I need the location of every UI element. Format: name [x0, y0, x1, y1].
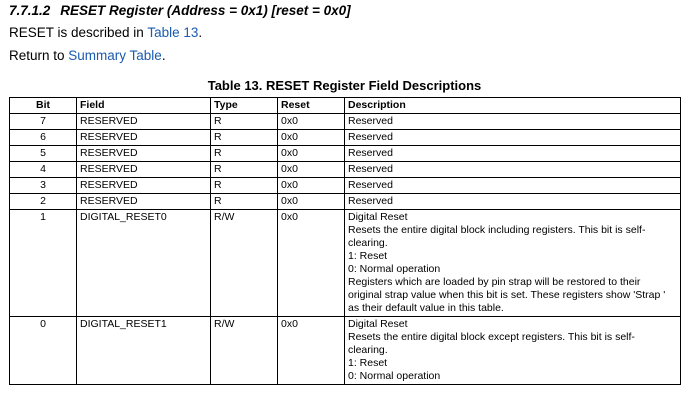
section-number: 7.7.1.2 — [9, 3, 51, 18]
cell-reset: 0x0 — [278, 194, 345, 210]
cell-description — [345, 162, 681, 178]
described-prefix: RESET is described in — [9, 25, 148, 40]
cell-reset: 0x0 — [278, 162, 345, 178]
cell-field: RESERVED — [77, 162, 211, 178]
cell-bit: 6 — [10, 130, 77, 146]
cell-description — [345, 130, 681, 146]
description-line: Digital Reset — [348, 318, 408, 330]
description-line: Registers which are loaded by pin strap will be restored to their — [348, 276, 641, 288]
cell-description — [345, 210, 681, 317]
cell-field: DIGITAL_RESET0 — [77, 210, 211, 317]
cell-field: RESERVED — [77, 130, 211, 146]
table-row — [10, 210, 681, 317]
description-line: original strap value when this bit is set. These registers show 'Strap ' — [348, 289, 666, 301]
cell-reset: 0x0 — [278, 178, 345, 194]
described-suffix: . — [198, 25, 203, 40]
cell-type: R — [211, 130, 278, 146]
cell-reset: 0x0 — [278, 114, 345, 130]
cell-bit: 1 — [10, 210, 77, 317]
table-row — [10, 146, 681, 162]
described-line — [9, 25, 202, 40]
table-row — [10, 130, 681, 146]
table-header-row — [10, 98, 681, 114]
description-line: Reserved — [348, 163, 393, 175]
cell-reset: 0x0 — [278, 130, 345, 146]
description-line: clearing. — [348, 237, 388, 249]
return-line — [9, 48, 166, 63]
cell-reset: 0x0 — [278, 210, 345, 317]
description-line: 1: Reset — [348, 357, 388, 369]
table-row — [10, 162, 681, 178]
cell-field: DIGITAL_RESET1 — [77, 317, 211, 385]
cell-bit: 5 — [10, 146, 77, 162]
register-field-table — [9, 97, 681, 385]
description-line: 0: Normal operation — [348, 370, 441, 382]
description-line: Reserved — [348, 115, 393, 127]
header-type: Type — [211, 98, 278, 114]
table-row — [10, 178, 681, 194]
description-line: 1: Reset — [348, 250, 388, 262]
description-line: Resets the entire digital block except registers. This bit is self- — [348, 331, 635, 343]
cell-description — [345, 114, 681, 130]
header-field: Field — [77, 98, 211, 114]
cell-reset: 0x0 — [278, 146, 345, 162]
cell-type: R/W — [211, 210, 278, 317]
section-heading — [9, 3, 351, 18]
cell-field: RESERVED — [77, 194, 211, 210]
description-line: clearing. — [348, 344, 388, 356]
cell-description — [345, 194, 681, 210]
cell-bit: 3 — [10, 178, 77, 194]
cell-type: R — [211, 146, 278, 162]
cell-description — [345, 317, 681, 385]
section-title: RESET Register (Address = 0x1) [reset = 0x0] — [60, 3, 351, 18]
description-line: Resets the entire digital block including registers. This bit is self- — [348, 224, 646, 236]
cell-type: R/W — [211, 317, 278, 385]
description-line: Reserved — [348, 147, 393, 159]
table-13-link[interactable]: Table 13 — [147, 25, 199, 40]
cell-field: RESERVED — [77, 178, 211, 194]
table-row — [10, 194, 681, 210]
cell-type: R — [211, 178, 278, 194]
cell-type: R — [211, 114, 278, 130]
header-description: Description — [345, 98, 681, 114]
cell-description — [345, 178, 681, 194]
cell-bit: 0 — [10, 317, 77, 385]
header-bit: Bit — [10, 98, 77, 114]
cell-field: RESERVED — [77, 114, 211, 130]
description-line: Digital Reset — [348, 211, 408, 223]
table-body — [10, 114, 681, 385]
return-prefix: Return to — [9, 48, 69, 63]
description-line: Reserved — [348, 131, 393, 143]
table-row — [10, 317, 681, 385]
table-row — [10, 114, 681, 130]
cell-field: RESERVED — [77, 146, 211, 162]
cell-bit: 2 — [10, 194, 77, 210]
cell-type: R — [211, 194, 278, 210]
cell-bit: 4 — [10, 162, 77, 178]
description-line: Reserved — [348, 195, 393, 207]
description-line: Reserved — [348, 179, 393, 191]
description-line: 0: Normal operation — [348, 263, 441, 275]
return-suffix: . — [161, 48, 166, 63]
cell-type: R — [211, 162, 278, 178]
description-line: as their default value in this table. — [348, 302, 504, 314]
summary-table-link[interactable]: Summary Table — [68, 48, 162, 63]
table-caption: Table 13. RESET Register Field Descriptions — [207, 78, 482, 93]
header-reset: Reset — [278, 98, 345, 114]
cell-reset: 0x0 — [278, 317, 345, 385]
cell-description — [345, 146, 681, 162]
cell-bit: 7 — [10, 114, 77, 130]
